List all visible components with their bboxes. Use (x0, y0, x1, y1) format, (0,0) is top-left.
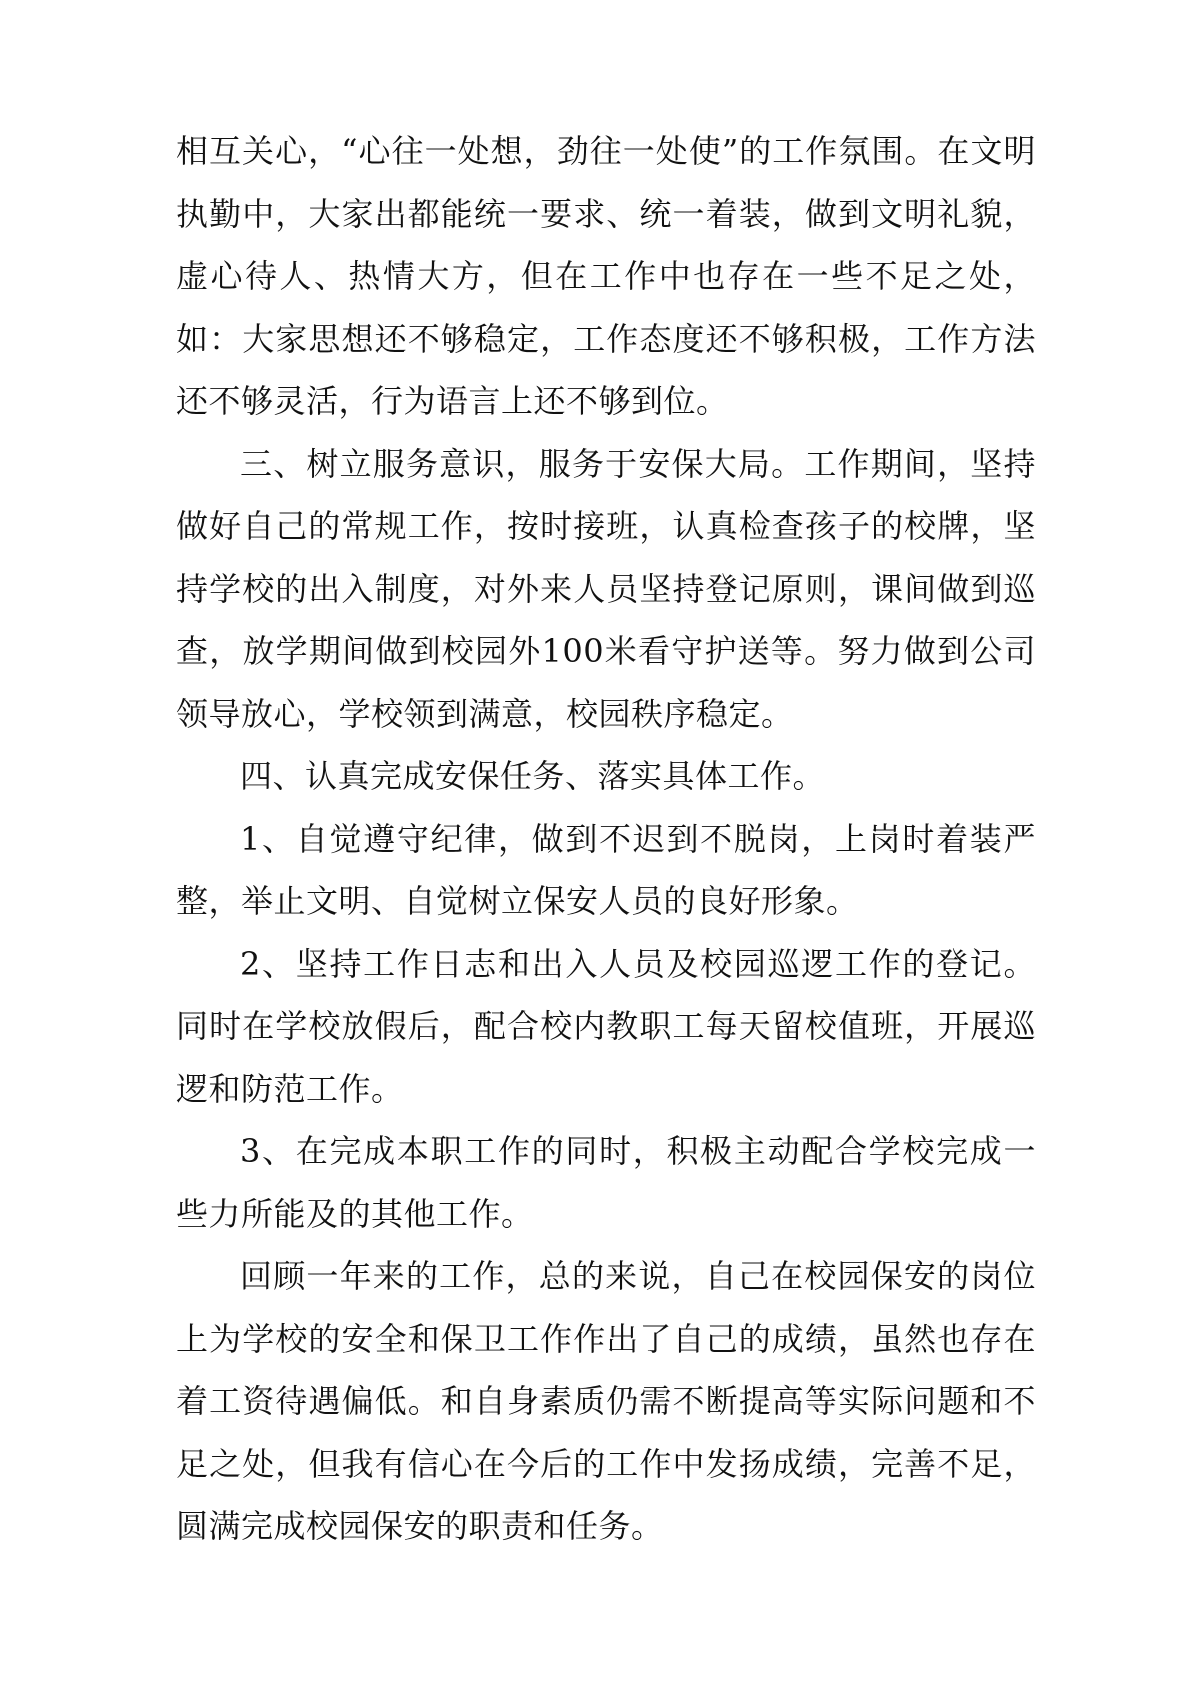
list-item-1: 1、自觉遵守纪律，做到不迟到不脱岗，上岗时着装严整，举止文明、自觉树立保安人员的良好形象。 (176, 819, 1036, 920)
paragraph-1: 相互关心，“心往一处想，劲往一处使”的工作氛围。在文明执勤中，大家出都能统一要求、统一着装，做到文明礼貌，虚心待人、热情大方，但在工作中也存在一些不足之处，如：大家思想还不够稳定，工作态度还不够积极，工作方法还不够灵活，行为语言上还不够到位。 (176, 132, 1036, 420)
list-item-2: 2、坚持工作日志和出入人员及校园巡逻工作的登记。同时在学校放假后，配合校内教职工每天留校值班，开展巡逻和防范工作。 (176, 944, 1036, 1108)
paragraph-2: 三、树立服务意识，服务于安保大局。工作期间，坚持做好自己的常规工作，按时接班，认真检查孩子的校牌，坚持学校的出入制度，对外来人员坚持登记原则，课间做到巡查，放学期间做到校园外100米看守护送等。努力做到公司领导放心，学校领到满意，校园秩序稳定。 (176, 444, 1036, 733)
document-body (176, 120, 1036, 1558)
section-heading: 四、认真完成安保任务、落实具体工作。 (240, 757, 826, 795)
paragraph-conclusion: 回顾一年来的工作，总的来说，自己在校园保安的岗位上为学校的安全和保卫工作作出了自己的成绩，虽然也存在着工资待遇偏低。和自身素质仍需不断提高等实际问题和不足之处，但我有信心在今后的工作中发扬成绩，完善不足，圆满完成校园保安的职责和任务。 (176, 1257, 1036, 1545)
list-item-3: 3、在完成本职工作的同时，积极主动配合学校完成一些力所能及的其他工作。 (176, 1132, 1036, 1233)
